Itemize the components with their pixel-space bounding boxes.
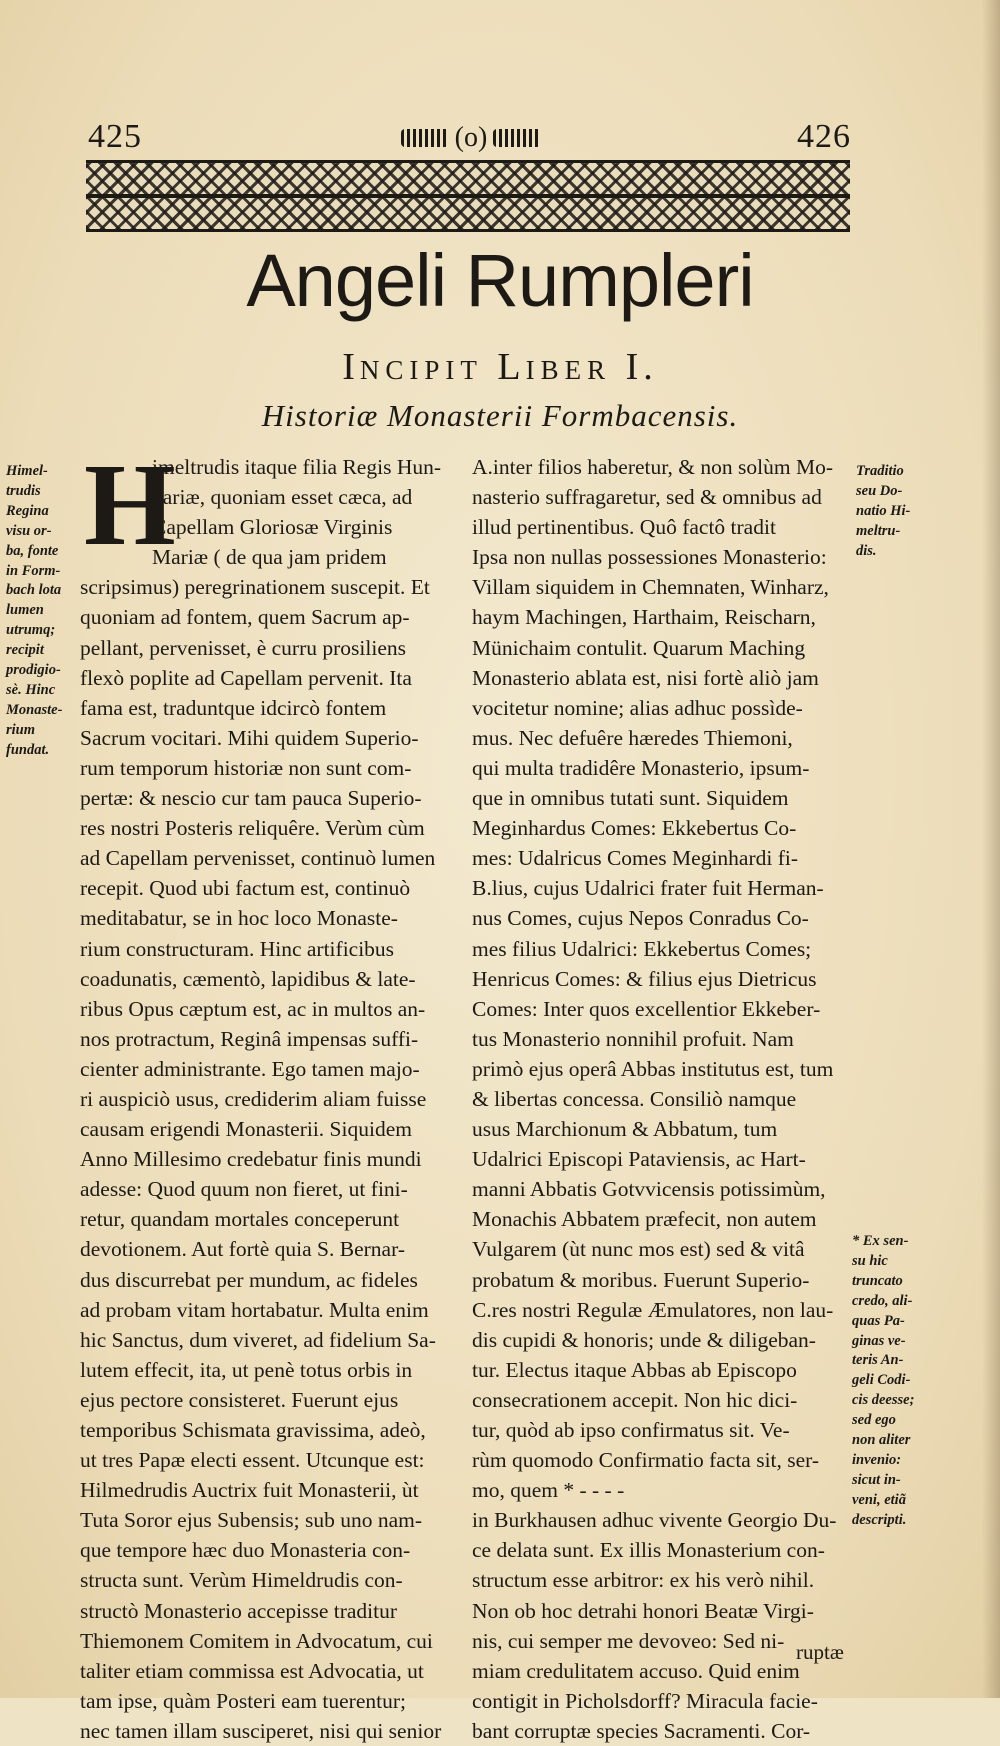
text-line: Henricus Comes: & filius ejus Dietricus xyxy=(472,966,817,991)
margin-note-line: veni, etiã xyxy=(852,1491,906,1508)
margin-note-line: sè. Hinc xyxy=(6,681,56,698)
text-line: que in omnibus tutati sunt. Siquidem xyxy=(472,786,789,811)
text-line: nec tamen illam susciperet, nisi qui senior xyxy=(80,1718,442,1743)
margin-note-line: invenio: xyxy=(852,1451,902,1468)
margin-note-line: in Form- xyxy=(6,562,61,579)
text-line: Udalrici Episcopi Pataviensis, ac Hart- xyxy=(472,1147,806,1172)
margin-note-line: Traditio xyxy=(856,463,904,479)
text-line: probatum & moribus. Fuerunt Superio- xyxy=(472,1267,810,1292)
text-line: scripsimus) peregrinationem suscepit. Et xyxy=(80,575,430,600)
text-line: primò ejus operâ Abbas institutus est, tum xyxy=(472,1056,834,1081)
subtitle-liber-rest: IBER xyxy=(525,355,612,385)
text-line: haym Machingen, Harthaim, Reischarn, xyxy=(472,605,816,630)
margin-note-line: quas Pa- xyxy=(852,1312,905,1329)
text-line: B.lius, cujus Udalrici frater fuit Herman- xyxy=(472,876,824,901)
book-subtitle xyxy=(0,345,1000,389)
text-line: nasterio suffragaretur, sed & omnibus ad xyxy=(472,485,822,510)
text-line: tam ipse, quàm Posteri eam tuerentur; xyxy=(80,1688,406,1713)
text-line: devotionem. Aut fortè quia S. Bernar- xyxy=(80,1237,405,1262)
margin-note-line: credo, ali- xyxy=(852,1292,913,1309)
section-heading: Historiæ Monasterii Formbacensis. xyxy=(261,398,739,433)
page-number-left: 425 xyxy=(88,118,142,155)
text-line: nos protractum, Reginâ impensas suffi- xyxy=(80,1026,419,1051)
margin-note-line: dis. xyxy=(856,542,877,559)
text-line: bant corruptæ species Sacramenti. Cor- xyxy=(472,1718,811,1743)
margin-note-line: non aliter xyxy=(852,1432,911,1449)
margin-note-line: natio Hi- xyxy=(856,502,911,519)
text-line: meditabatur, se in hoc loco Monaste- xyxy=(80,906,398,931)
text-line: rium constructuram. Hinc artificibus xyxy=(80,936,395,961)
ornament-left-icon xyxy=(401,129,449,147)
text-line: Sacrum vocitari. Mihi quidem Superio- xyxy=(80,725,419,750)
text-line: C.res nostri Regulæ Æmulatores, non lau- xyxy=(472,1297,834,1322)
text-line: ut tres Papæ electi essent. Utcunque est: xyxy=(80,1448,425,1473)
subtitle-liber-initial: L xyxy=(497,346,526,388)
margin-note-line: descripti. xyxy=(852,1511,907,1528)
text-line: structum esse arbitror: ex his verò nihil. xyxy=(472,1568,815,1593)
text-line: Villam siquidem in Chemnaten, Winharz, xyxy=(472,575,829,600)
text-line: & libertas concessa. Consiliò namque xyxy=(472,1086,797,1111)
text-line: fama est, traduntque idcircò fontem xyxy=(80,695,387,720)
text-line: mes: Udalricus Comes Meginhardi fi- xyxy=(472,846,799,871)
text-line: in Burkhausen adhuc vivente Georgio Du- xyxy=(472,1508,837,1533)
text-line: dis cupidi & honoris; unde & diligeban- xyxy=(472,1327,816,1352)
text-line: res nostri Posteris reliquêre. Verùm cùm xyxy=(80,816,425,841)
margin-note-line: recipit xyxy=(6,642,44,659)
drop-cap: H xyxy=(84,439,176,570)
margin-note-line: utrumq; xyxy=(6,622,56,639)
text-line: rum temporum historiæ non sunt com- xyxy=(80,755,412,780)
margin-note-line: lumen xyxy=(6,602,44,619)
text-line: consecrationem accepit. Non hic dici- xyxy=(472,1387,798,1412)
text-line: ribus Opus cæptum est, ac in multos an- xyxy=(80,996,426,1021)
margin-note-line: prodigio- xyxy=(6,662,61,679)
text-line: Tuta Soror ejus Subensis; sub uno nam- xyxy=(80,1508,423,1533)
margin-note-line: Himel- xyxy=(6,463,48,479)
page-title: Angeli Rumpleri xyxy=(246,239,754,322)
text-line: taliter etiam commissa est Advocatia, ut xyxy=(80,1658,424,1683)
margin-note-left xyxy=(6,462,76,761)
text-line: adesse: Quod quum non fieret, ut fini- xyxy=(80,1177,408,1202)
text-line: Münichaim contulit. Quarum Maching xyxy=(472,635,806,660)
text-line: flexò poplite ad Capellam pervenit. Ita xyxy=(80,665,412,690)
text-line: mes filius Udalrici: Ekkebertus Comes; xyxy=(472,936,812,961)
margin-note-line: ba, fonte xyxy=(6,542,59,559)
subtitle-incipit-initial: I xyxy=(342,346,360,388)
text-line: quoniam ad fontem, quem Sacrum ap- xyxy=(80,605,410,630)
text-line: Hilmedrudis Auctrix fuit Monasterii, ùt xyxy=(80,1478,419,1503)
text-line: nis, cui semper me devoveo: Sed ni- xyxy=(472,1628,785,1653)
text-line: Vulgarem (ùt nunc mos est) sed & vitâ xyxy=(472,1237,805,1262)
margin-note-line: seu Do- xyxy=(856,482,903,499)
margin-note-line: geli Codi- xyxy=(852,1372,911,1389)
text-line: Meginhardus Comes: Ekkebertus Co- xyxy=(472,816,797,841)
text-line: Mariæ ( de qua jam pridem xyxy=(152,545,387,570)
text-line: structò Monasterio accepisse traditur xyxy=(80,1598,398,1623)
text-line: Monasterio ablata est, nisi fortè aliò jam xyxy=(472,665,819,690)
text-line: Monachis Abbatem præfecit, non autem xyxy=(472,1207,817,1232)
text-line: gariæ, quoniam esset cæca, ad xyxy=(152,485,413,510)
text-line: mus. Nec defuêre hæredes Thiemoni, xyxy=(472,725,793,750)
margin-note-line: su hic xyxy=(852,1252,888,1269)
text-line: vocitetur nomine; alias adhuc possìde- xyxy=(472,695,803,720)
margin-note-line: Monaste- xyxy=(6,701,63,718)
text-line: pellant, pervenisset, è curru prosiliens xyxy=(80,635,406,660)
text-line: cienter administrante. Ego tamen majo- xyxy=(80,1056,420,1081)
text-line: tus Monasterio nonnihil profuit. Nam xyxy=(472,1026,794,1051)
text-line: ad probam vitam hortabatur. Multa enim xyxy=(80,1297,429,1322)
margin-note-line: * Ex sen- xyxy=(852,1233,909,1249)
margin-note-line: meltru- xyxy=(856,522,901,539)
catchword: ruptæ xyxy=(796,1640,844,1664)
text-line: rùm quomodo Confirmatio facta sit, ser- xyxy=(472,1448,820,1473)
margin-note-line: bach lota xyxy=(6,582,62,599)
ornament-right-icon xyxy=(493,129,541,147)
text-line: A.inter filios haberetur, & non solùm Mo- xyxy=(472,455,833,479)
text-line: recepit. Quod ubi factum est, continuò xyxy=(80,876,411,901)
decorative-border-band xyxy=(86,160,850,232)
margin-note-line: sicut in- xyxy=(852,1471,901,1488)
text-line: ce delata sunt. Ex illis Monasterium con- xyxy=(472,1538,825,1563)
margin-note-line: trudis xyxy=(6,482,41,499)
text-line: miam credulitatem accuso. Quid enim xyxy=(472,1658,800,1683)
text-line: que tempore hæc duo Monasteria con- xyxy=(80,1538,411,1563)
text-line: mo, quem * - - - - xyxy=(472,1478,625,1503)
subtitle-incipit-rest: NCIPIT xyxy=(359,355,483,385)
text-line: lutem effecit, ita, ut penè totus orbis in xyxy=(80,1357,413,1382)
header-ornament xyxy=(366,120,576,156)
margin-note-right-bottom xyxy=(852,1232,952,1531)
text-line: Capellam Gloriosæ Virginis xyxy=(152,515,393,540)
margin-note-line: visu or- xyxy=(6,522,52,539)
text-line: retur, quandam mortales conceperunt xyxy=(80,1207,400,1232)
text-line: pertæ: & nescio cur tam pauca Superio- xyxy=(80,786,422,811)
text-line: ri auspiciò usus, crediderim aliam fuisse xyxy=(80,1086,427,1111)
text-line: imeltrudis itaque filia Regis Hun- xyxy=(152,455,442,479)
text-line: dus discurrebat per mundum, ac fideles xyxy=(80,1267,418,1292)
text-line: manni Abbatis Gotvvicensis potissimùm, xyxy=(472,1177,826,1202)
margin-note-line: truncato xyxy=(852,1272,903,1289)
text-line: Thiemonem Comitem in Advocatum, cui xyxy=(80,1628,433,1653)
page-number-right: 426 xyxy=(797,118,851,155)
text-line: nus Comes, cujus Nepos Conradus Co- xyxy=(472,906,809,931)
text-line: ejus pectore consisteret. Fuerunt ejus xyxy=(80,1387,399,1412)
text-column-left xyxy=(80,439,458,1746)
margin-note-line: sed ego xyxy=(852,1412,896,1429)
text-column-right xyxy=(472,452,848,1746)
margin-note-line: teris An- xyxy=(852,1352,904,1369)
text-line: structa sunt. Verùm Himeldrudis con- xyxy=(80,1568,403,1593)
subtitle-liber-number: I. xyxy=(625,346,658,388)
text-line: illud pertinentibus. Quô factô tradit xyxy=(472,515,776,540)
text-line: Anno Millesimo credebatur finis mundi xyxy=(80,1147,422,1172)
header-center-mark: (o) xyxy=(454,122,488,153)
text-line: Comes: Inter quos excellentior Ekkeber- xyxy=(472,996,821,1021)
text-line: coadunatis, cæmentò, lapidibus & late- xyxy=(80,966,416,991)
margin-note-line: rium xyxy=(6,721,36,738)
text-line: Non ob hoc detrahi honori Beatæ Virgi- xyxy=(472,1598,814,1623)
margin-note-line: Regina xyxy=(6,502,49,519)
text-line: Ipsa non nullas possessiones Monasterio: xyxy=(472,545,827,570)
text-line: qui multa tradidêre Monasterio, ipsum- xyxy=(472,755,810,780)
margin-note-line: cis deesse; xyxy=(852,1392,915,1409)
text-line: temporibus Schismata gravissima, adeò, xyxy=(80,1418,426,1442)
text-line: usus Marchionum & Abbatum, tum xyxy=(472,1117,778,1142)
text-line: causam erigendi Monasterii. Siquidem xyxy=(80,1117,412,1142)
text-line: hic Sanctus, dum viveret, ad fidelium Sa- xyxy=(80,1327,436,1352)
margin-note-right-top xyxy=(856,462,936,562)
margin-note-line: ginas ve- xyxy=(852,1332,906,1349)
text-line: contigit in Picholsdorff? Miracula facie- xyxy=(472,1688,818,1713)
margin-note-line: fundat. xyxy=(6,741,50,758)
text-line: tur. Electus itaque Abbas ab Episcopo xyxy=(472,1357,797,1382)
text-line: ad Capellam pervenisset, continuò lumen xyxy=(80,846,436,871)
text-line: tur, quòd ab ipso confirmatus sit. Ve- xyxy=(472,1418,790,1442)
